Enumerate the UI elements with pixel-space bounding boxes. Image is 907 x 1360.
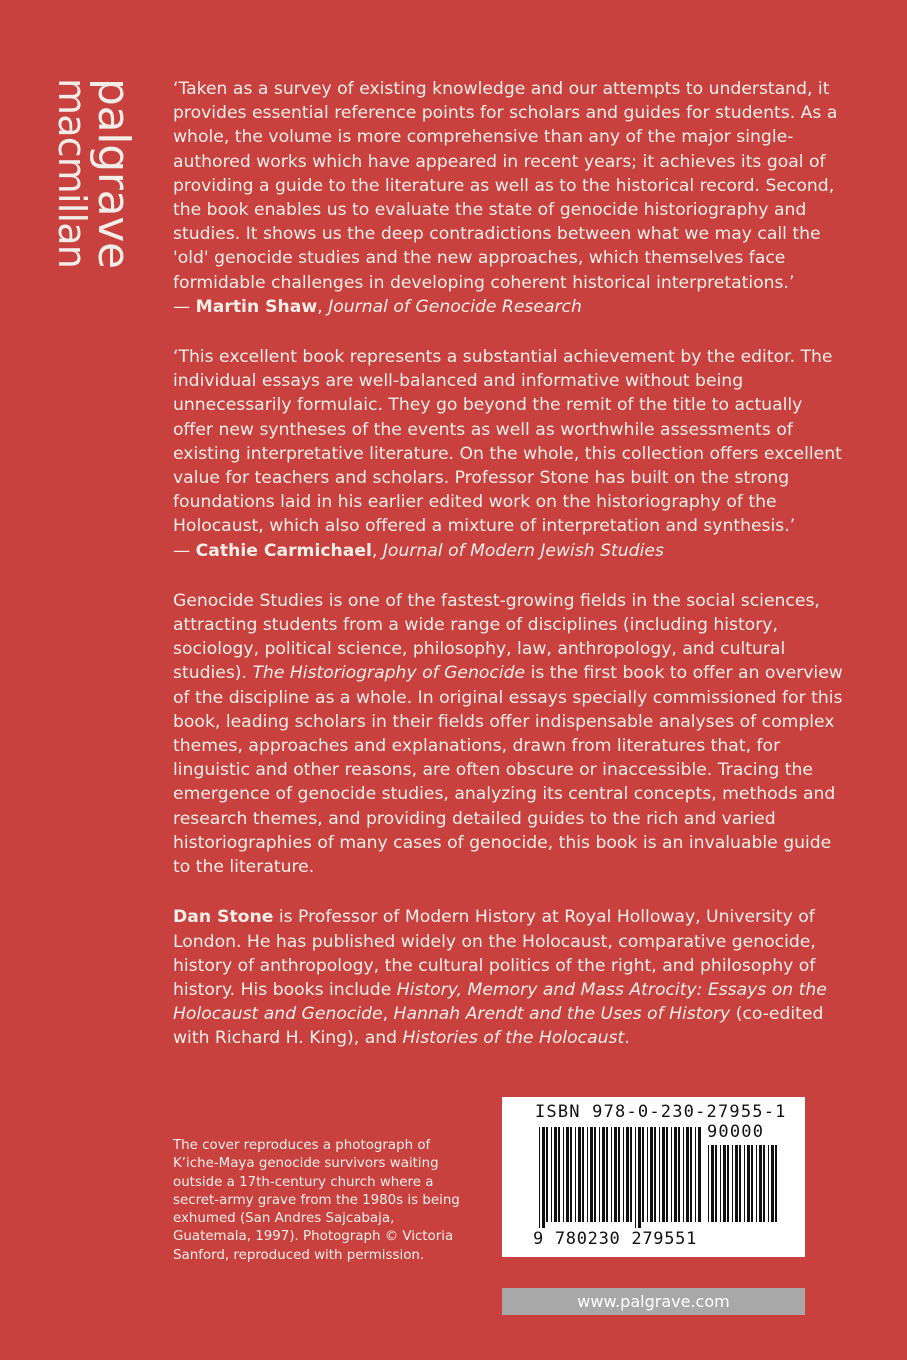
barcode-bar bbox=[732, 1145, 733, 1222]
barcode-bar bbox=[711, 1145, 714, 1222]
review-2-journal: Journal of Modern Jewish Studies bbox=[382, 540, 664, 561]
barcode-bar bbox=[768, 1145, 769, 1222]
price-code: 90000 bbox=[707, 1122, 765, 1142]
barcode-bar bbox=[635, 1127, 636, 1228]
barcode-bar bbox=[638, 1127, 641, 1228]
barcode-digits: 9 780230 279551 bbox=[533, 1229, 698, 1249]
back-cover-text bbox=[173, 77, 843, 1077]
barcode-bar bbox=[642, 1127, 644, 1222]
review-1-attribution bbox=[173, 295, 843, 319]
book-description bbox=[173, 589, 843, 879]
barcode-bar bbox=[614, 1127, 617, 1222]
bio-book-3: Histories of the Holocaust bbox=[402, 1028, 625, 1049]
barcode-bar bbox=[720, 1145, 721, 1222]
barcode-bar bbox=[539, 1127, 540, 1228]
review-1-author: Martin Shaw bbox=[195, 296, 318, 317]
bio-end: . bbox=[624, 1028, 630, 1049]
barcode-bar bbox=[775, 1145, 777, 1222]
isbn-text: ISBN 978-0-230-27955-1 bbox=[535, 1102, 787, 1122]
barcode-bar bbox=[650, 1127, 653, 1222]
barcode-bar bbox=[566, 1127, 569, 1222]
review-1-separator: , bbox=[317, 296, 329, 317]
barcode-bar bbox=[590, 1127, 593, 1222]
barcode-bar bbox=[735, 1145, 738, 1222]
review-2 bbox=[173, 345, 843, 563]
barcode-bar bbox=[606, 1127, 608, 1222]
barcode-bar bbox=[618, 1127, 620, 1222]
barcode-bar bbox=[678, 1127, 680, 1222]
barcode-bar bbox=[594, 1127, 596, 1222]
barcode-bar bbox=[662, 1127, 665, 1222]
barcode-bar bbox=[671, 1127, 672, 1222]
author-bio bbox=[173, 905, 843, 1050]
barcode-bar bbox=[602, 1127, 605, 1222]
bio-part-2: (co-edited with Richard H. King), and bbox=[173, 1004, 824, 1049]
barcode-bar bbox=[727, 1145, 729, 1222]
barcode-bar bbox=[708, 1145, 709, 1222]
barcode-bar bbox=[563, 1127, 564, 1222]
logo-macmillan-text: macmillan bbox=[50, 78, 94, 269]
barcode-bar bbox=[654, 1127, 656, 1222]
description-book-title: The Historiography of Genocide bbox=[252, 663, 526, 684]
publisher-url: www.palgrave.com bbox=[502, 1288, 805, 1315]
publisher-logo bbox=[48, 78, 139, 269]
description-part-2: is the first book to offer an overview of the discipline as a whole. In original essays specially commissioned for this book, leading scholars in their fields offer indispensable analyses of complex themes, approaches and explanations, drawn from literatures that, for linguistic and other reasons, are often obscure or inaccessible. Tracing the emergence of genocide studies, analyzing its central concepts, methods and research themes, and providing detailed guides to the rich and varied historiographies of many cases of genocide, this book is an invaluable guide to the literature. bbox=[173, 663, 843, 878]
description-part-1: Genocide Studies is one of the fastest-growing fields in the social sciences, attracting students from a wide range of disciplines (including history, sociology, political science, philosophy, law, anthropology, and cultural studies). bbox=[173, 590, 820, 684]
barcode-bar bbox=[578, 1127, 581, 1222]
barcode-bar bbox=[558, 1127, 560, 1222]
barcode-bar bbox=[690, 1127, 692, 1222]
barcode-bar bbox=[763, 1145, 765, 1222]
review-2-separator: , bbox=[371, 540, 383, 561]
barcode-bar bbox=[570, 1127, 572, 1222]
barcode-bar bbox=[599, 1127, 600, 1222]
barcode-bar bbox=[739, 1145, 741, 1222]
barcode-bar bbox=[575, 1127, 576, 1222]
barcode-bar bbox=[683, 1127, 684, 1222]
barcode-bar bbox=[695, 1127, 696, 1222]
review-1 bbox=[173, 77, 843, 319]
bio-separator: , bbox=[382, 1004, 394, 1025]
review-2-quote: ‘This excellent book represents a substantial achievement by the editor. The individual essays are well-balanced and informative without being unnecessarily formulaic. They go beyond the remit of the title to actually offer new syntheses of the events as well as worthwhile assessments of existing interpretative literature. On the whole, this collection offers excellent value for teachers and scholars. Professor Stone has built on the strong foundations laid in his earlier edited work on the historiography of the Holocaust, which also offered a mixture of interpretation and synthesis.’ bbox=[173, 347, 842, 537]
barcode-bar bbox=[698, 1127, 701, 1222]
barcode-bar bbox=[587, 1127, 588, 1222]
review-1-quote: ‘Taken as a survey of existing knowledge and our attempts to understand, it provides essential reference points for scholars and guides for students. As a whole, the volume is more comprehensive than any of the major single-authored works which have appeared in recent years; it achieves its goal of providing a guide to the literature as well as to the historical record. Second, the book enables us to evaluate the state of genocide historiography and studies. It shows us the deep contradictions between what we may call the 'old' genocide studies and the new approaches, which themselves face formidable challenges in developing coherent historical interpretations.’ bbox=[173, 79, 838, 293]
logo-palgrave-text: palgrave bbox=[88, 78, 139, 269]
review-1-dash: — bbox=[173, 296, 196, 317]
cover-photo-credit: The cover reproduces a photograph of K’iche-Maya genocide survivors waiting outside a 17th-century church where a secret-army grave from the 1980s is being exhumed (San Andres Sajcabaja, Guatemala, 1997). Photograph © Victoria Sanford, reproduced with permission. bbox=[173, 1138, 460, 1263]
isbn-barcode bbox=[502, 1097, 805, 1257]
barcode-bar bbox=[744, 1145, 745, 1222]
barcode-bar bbox=[659, 1127, 660, 1222]
review-1-journal: Journal of Genocide Research bbox=[328, 296, 582, 317]
barcode-bar bbox=[771, 1145, 774, 1222]
barcode-bar bbox=[751, 1145, 753, 1222]
barcode-bar bbox=[674, 1127, 677, 1222]
bio-book-1: History, Memory and Mass Atrocity: Essays on the Holocaust and Genocide bbox=[173, 979, 827, 1025]
barcode-bar bbox=[554, 1127, 557, 1222]
barcode-bar bbox=[546, 1127, 548, 1222]
barcode-bar bbox=[723, 1145, 726, 1222]
barcode-bar bbox=[611, 1127, 612, 1222]
barcode-bar bbox=[542, 1127, 545, 1228]
barcode-bar bbox=[666, 1127, 668, 1222]
barcode-bar bbox=[623, 1127, 624, 1222]
barcode-bar bbox=[582, 1127, 584, 1222]
barcode-bar bbox=[747, 1145, 750, 1222]
review-2-author: Cathie Carmichael bbox=[195, 540, 372, 561]
barcode-bar bbox=[715, 1145, 717, 1222]
barcode-bar bbox=[756, 1145, 757, 1222]
bio-author-name: Dan Stone bbox=[173, 907, 274, 928]
bio-book-2: Hannah Arendt and the Uses of History bbox=[393, 1004, 731, 1025]
review-2-attribution bbox=[173, 539, 843, 563]
barcode-bar bbox=[551, 1127, 552, 1222]
review-2-dash: — bbox=[173, 540, 196, 561]
barcode-bar bbox=[759, 1145, 762, 1222]
barcode-bar bbox=[686, 1127, 689, 1222]
barcode-bar bbox=[647, 1127, 648, 1222]
barcode-bar bbox=[630, 1127, 632, 1222]
bio-part-1: is Professor of Modern History at Royal Holloway, University of London. He has published widely on the Holocaust, comparative genocide, history of anthropology, the cultural politics of the right, and philosophy of history. His books include bbox=[173, 907, 816, 1000]
barcode-bar bbox=[626, 1127, 629, 1222]
